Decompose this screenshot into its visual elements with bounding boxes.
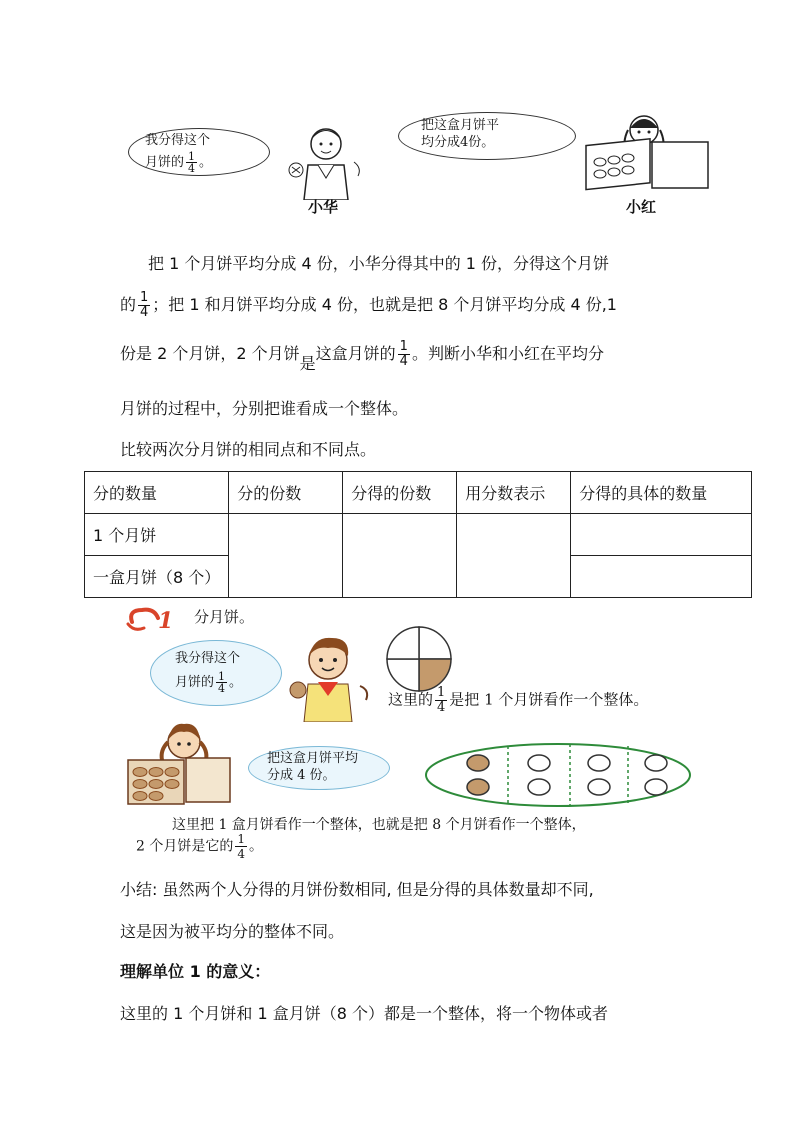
caption-whole-mooncake: 这里的 $\frac{1}{4}$ 是把 1 个月饼看作一个整体。	[388, 685, 649, 715]
table-header-cell: 分的数量	[85, 472, 229, 514]
paragraph-line: 的 $\frac{1}{4}$ ；把 1 和月饼平均分成 4 份，也就是把 8 个月饼平均分成 4 份,1	[120, 290, 617, 320]
paragraph-line: 月饼的过程中，分别把谁看成一个整体。	[120, 399, 409, 418]
paragraph-line: 比较两次分月饼的相同点和不同点。	[120, 440, 377, 459]
name-xiaohua: 小华	[308, 198, 339, 216]
speech-bubble-girl: 把这盒月饼平均 分成 4 份。	[248, 746, 390, 790]
table-cell: 一盒月饼（8 个）	[85, 556, 229, 598]
table-cell[interactable]	[343, 514, 457, 598]
name-xiaohong: 小红	[626, 198, 657, 216]
table-cell[interactable]	[571, 556, 752, 598]
bubble-text: 我分得这个	[145, 133, 211, 148]
girl-with-mooncake-box-illustration	[582, 110, 712, 194]
paragraph-line: 份是 2 个月饼，2 个月饼是这盒月饼的 $\frac{1}{4}$ 。判断小华和小红在平均分	[120, 339, 604, 373]
comparison-table	[84, 471, 752, 598]
table-header-cell: 分得的具体的数量	[571, 472, 752, 514]
mooncake-box-diagram	[424, 742, 692, 808]
fraction: $\frac{1}{4}$	[188, 150, 196, 175]
speech-bubble-xiaohua: 我分得这个 月饼的 $\frac{1}{4}$ 。	[128, 128, 270, 176]
fraction: $\frac{1}{4}$	[140, 290, 149, 320]
boy-illustration	[278, 120, 374, 200]
section-heading: 理解单位 1 的意义：	[120, 962, 271, 981]
table-header-cell: 分得的份数	[343, 472, 457, 514]
summary-line: 这是因为被平均分的整体不同。	[120, 922, 345, 941]
paragraph-line: 把 1 个月饼平均分成 4 份，小华分得其中的 1 份，分得这个月饼	[148, 254, 610, 273]
bubble-text: 月饼的	[145, 155, 185, 170]
fraction: $\frac{1}{4}$	[399, 339, 408, 369]
girl-color-illustration	[124, 720, 234, 808]
speech-bubble-xiaohong	[398, 112, 576, 160]
table-header-cell: 用分数表示	[457, 472, 571, 514]
summary-line: 这里的 1 个月饼和 1 盒月饼（8 个）都是一个整体，将一个物体或者	[120, 1004, 608, 1023]
table-cell[interactable]	[571, 514, 752, 556]
table-cell[interactable]	[457, 514, 571, 598]
caption-whole-box-line2: 2 个月饼是它的 $\frac{1}{4}$ 。	[136, 832, 263, 861]
boy-color-illustration	[284, 630, 374, 722]
table-cell: 1 个月饼	[85, 514, 229, 556]
table-header-row	[85, 472, 752, 514]
summary-line: 小结: 虽然两个人分得的月饼份数相同, 但是分得的具体数量却不同,	[120, 880, 594, 899]
speech-bubble-boy: 我分得这个 月饼的 $\frac{1}{4}$ 。	[150, 640, 282, 706]
table-cell[interactable]	[229, 514, 343, 598]
fraction: $\frac{1}{4}$	[437, 685, 446, 715]
table-row	[85, 514, 752, 556]
bubble-text: 把这盒月饼平	[421, 118, 500, 133]
caption-whole-box-line1: 这里把 1 盒月饼看作一个整体，也就是把 8 个月饼看作一个整体，	[172, 817, 586, 833]
example-number: 1	[158, 608, 174, 634]
table-header-cell: 分的份数	[229, 472, 343, 514]
bubble-text: 均分成4份。	[421, 135, 495, 150]
fraction: $\frac{1}{4}$	[237, 832, 245, 861]
example-title: 分月饼。	[194, 608, 255, 626]
fraction: $\frac{1}{4}$	[218, 670, 226, 695]
example-number-badge	[124, 604, 182, 634]
quartered-mooncake-diagram	[384, 624, 454, 694]
